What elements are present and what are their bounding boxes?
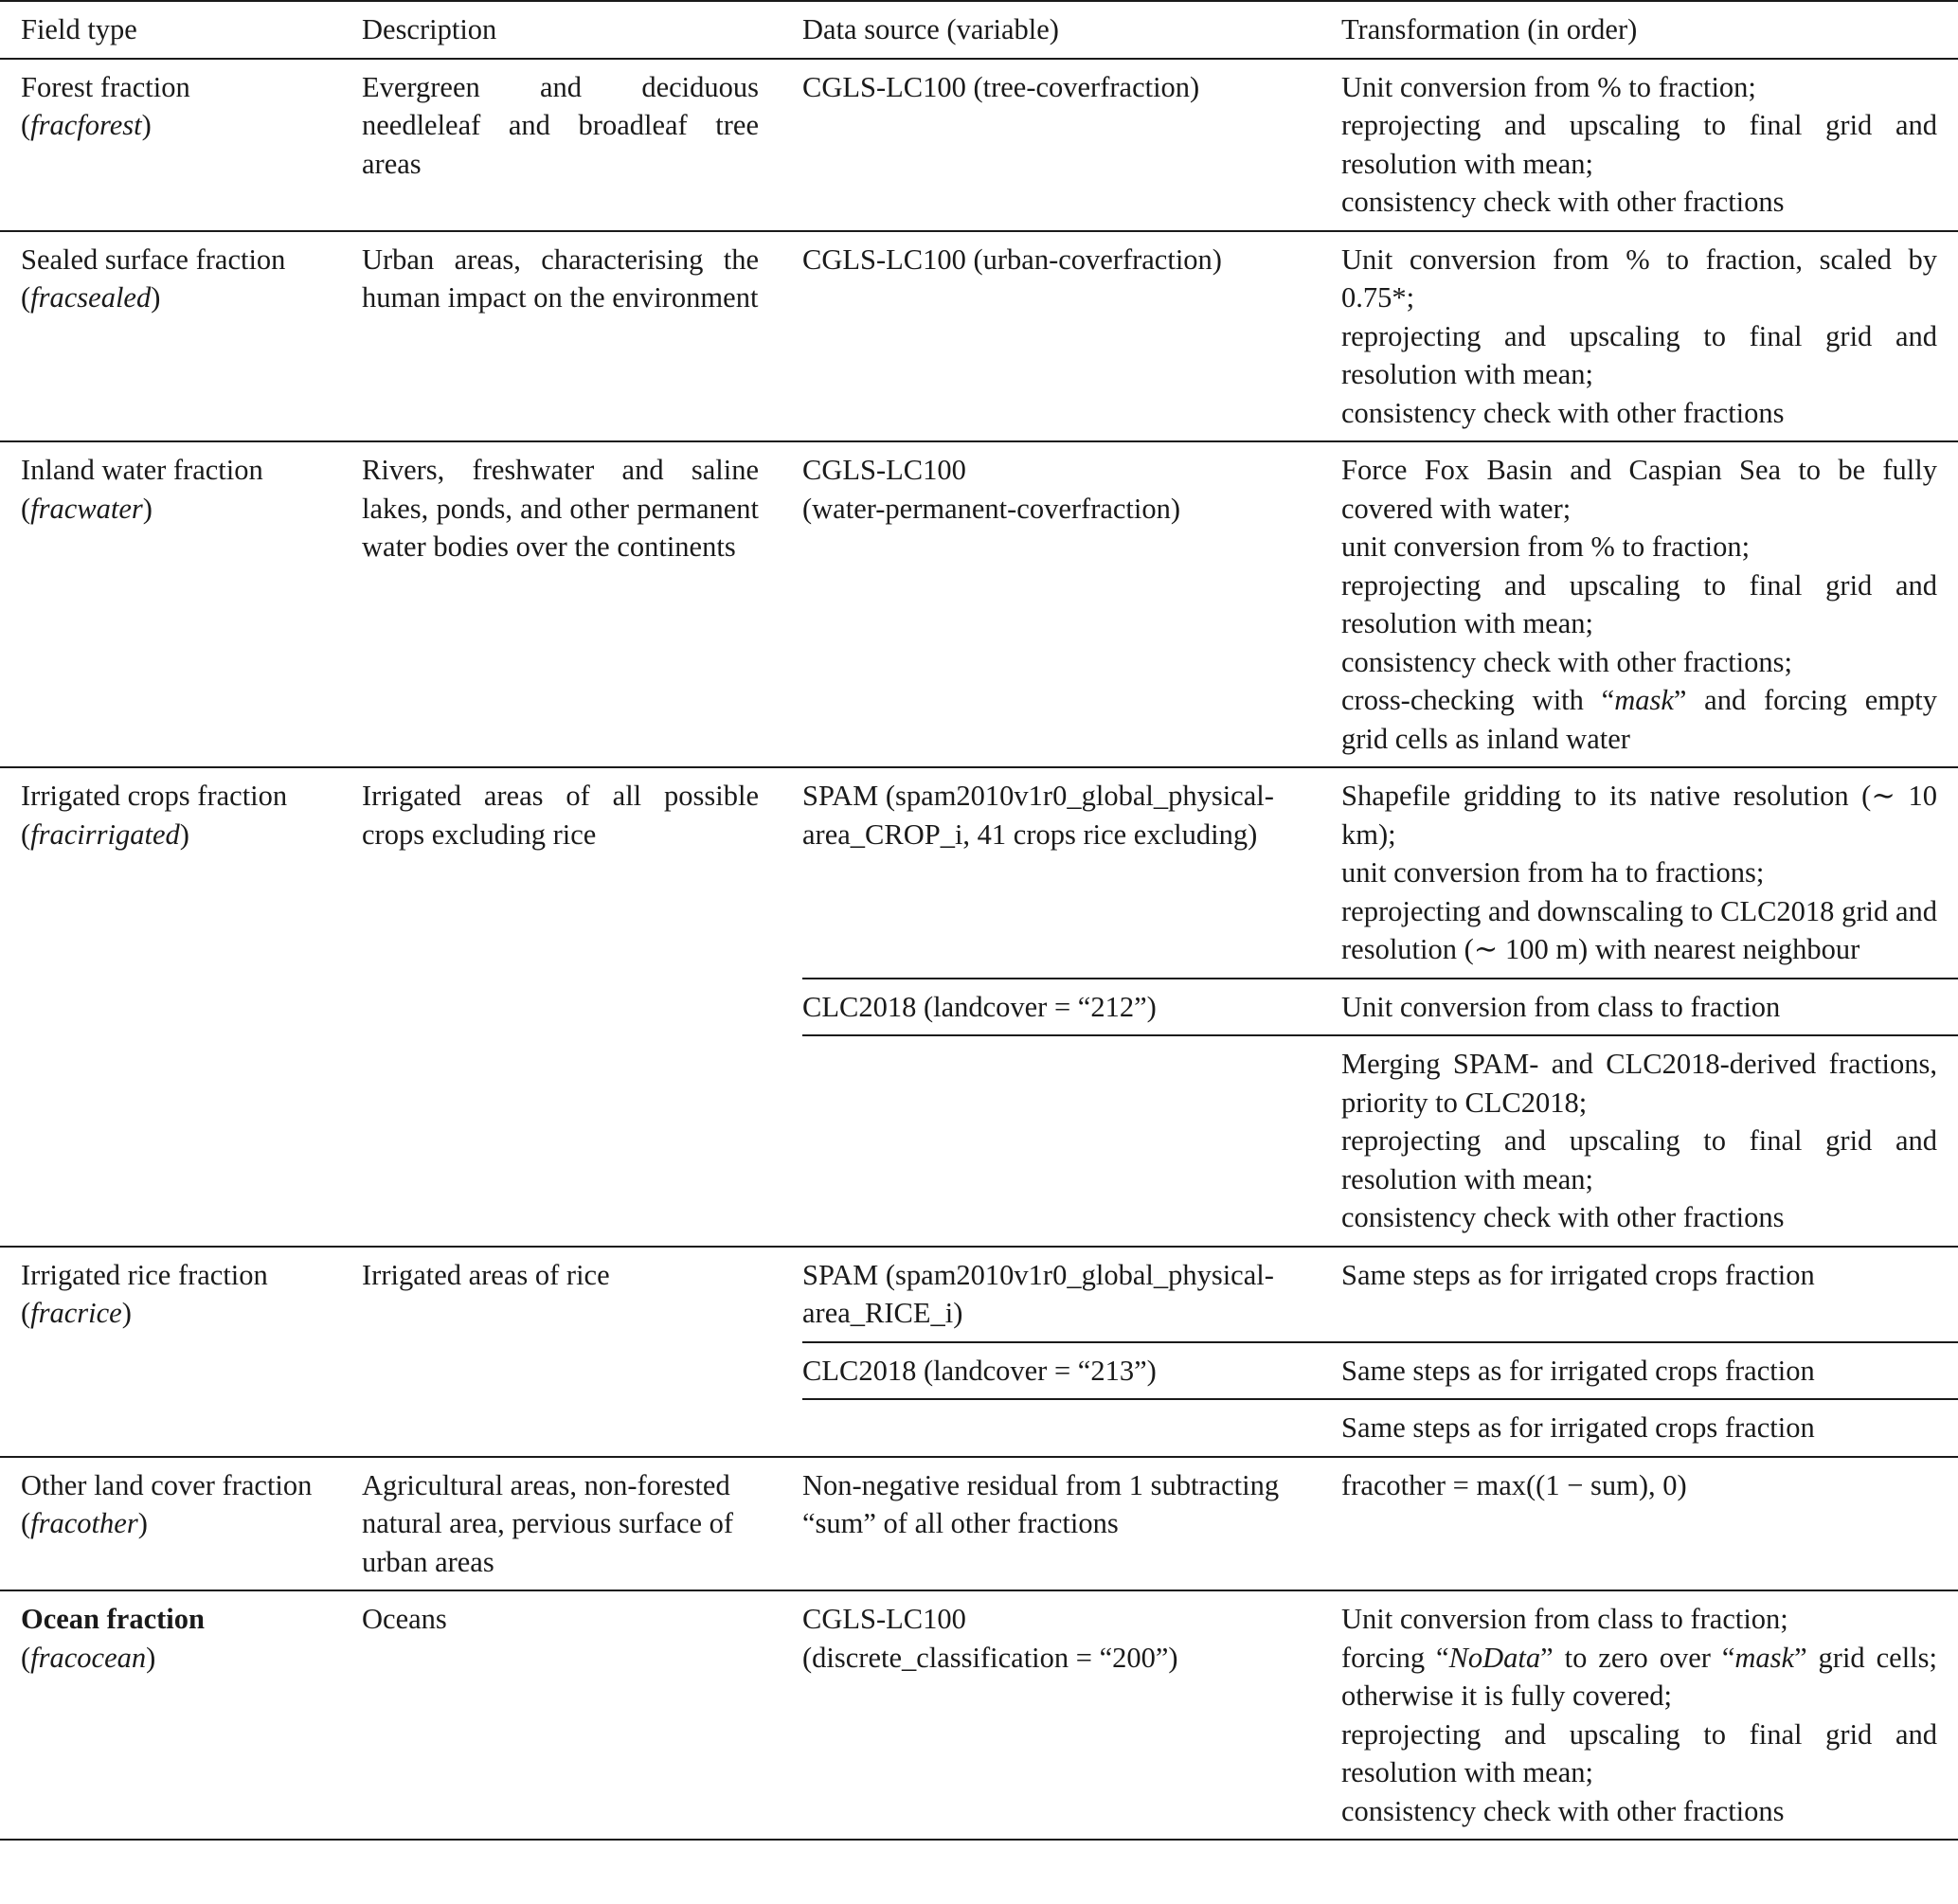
field-variable: fracirrigated <box>30 817 180 851</box>
transformation-step: cross-checking with “mask” and forcing empty grid cells as inland water <box>1341 684 1938 755</box>
transformation-cell <box>1341 59 1958 231</box>
table-row-irrigated <box>0 767 1958 979</box>
header-field-type: Field type <box>0 1 362 59</box>
table-header-row <box>0 1 1958 59</box>
data-source-cell-empty <box>802 1035 1341 1247</box>
description-cell: Oceans <box>362 1590 802 1840</box>
field-type-cell: Irrigated crops fraction (fracirrigated) <box>0 767 362 1247</box>
field-variable: fracocean <box>30 1641 147 1674</box>
table-row-other <box>0 1457 1958 1591</box>
transformation-step: reprojecting and upscaling to final grid and resolution with mean; <box>1341 319 1937 390</box>
description-cell: Urban areas, characterising the human impact on the environment <box>362 231 802 442</box>
transformation-step: Merging SPAM- and CLC2018-derived fractions, priority to CLC2018; <box>1341 1048 1937 1119</box>
transformation-cell: Unit conversion from class to fraction <box>1341 979 1958 1036</box>
field-variable: fracforest <box>30 109 142 141</box>
description-cell: Agricultural areas, non-forested natural area, pervious surface of urban areas <box>362 1457 802 1591</box>
transformation-step: consistency check with other fractions <box>1341 1201 1785 1233</box>
header-transformation: Transformation (in order) <box>1341 1 1958 59</box>
description-cell: Rivers, freshwater and saline lakes, ponds, and other permanent water bodies over the continents <box>362 441 802 767</box>
transformation-step: Unit conversion from % to fraction, scaled by 0.75*; <box>1341 242 1937 314</box>
field-type-cell: Irrigated rice fraction (fracrice) <box>0 1247 362 1457</box>
transformation-step: Force Fox Basin and Caspian Sea to be fully covered with water; <box>1341 454 1937 525</box>
transformation-step: reprojecting and upscaling to final grid and resolution with mean; <box>1341 1717 1937 1788</box>
data-source-cell-empty <box>802 1399 1341 1457</box>
data-source-cell: CGLS-LC100 (urban-coverfraction) <box>802 231 1341 442</box>
field-type-cell: Ocean fraction (fracocean) <box>0 1590 362 1840</box>
field-variable: fracrice <box>30 1297 122 1329</box>
data-source-cell: CLC2018 (landcover = “213”) <box>802 1342 1341 1400</box>
data-source-variable: (water-permanent-coverfraction) <box>802 492 1181 525</box>
transformation-step: Shapefile gridding to its native resolution (∼ 10 km); <box>1341 780 1937 851</box>
table-row-ocean <box>0 1590 1958 1840</box>
header-description: Description <box>362 1 802 59</box>
transformation-step: reprojecting and upscaling to final grid and resolution with mean; <box>1341 1124 1937 1195</box>
transformation-step: consistency check with other fractions; <box>1341 645 1792 678</box>
data-source-name: CGLS-LC100 <box>802 454 966 486</box>
description-cell: Irrigated areas of rice <box>362 1247 802 1457</box>
transformation-step: reprojecting and downscaling to CLC2018 grid and resolution (∼ 100 m) with nearest neighbour <box>1341 894 1937 965</box>
field-name: Inland water fraction <box>21 454 263 486</box>
field-type-cell: Sealed surface fraction (fracsealed) <box>0 231 362 442</box>
data-source-cell: Non-negative residual from 1 subtracting “sum” of all other fractions <box>802 1457 1341 1591</box>
field-name: Irrigated rice fraction <box>21 1258 268 1291</box>
field-type-cell: Forest fraction (fracforest) <box>0 59 362 231</box>
field-name: Sealed surface fraction <box>21 242 286 276</box>
data-source-cell: CGLS-LC100 (tree-coverfraction) <box>802 70 1200 103</box>
data-source-cell <box>802 1590 1341 1840</box>
data-source-variable: (discrete_classification = “200”) <box>802 1641 1178 1674</box>
data-source-cell: SPAM (spam2010v1r0_global_physical-area_RICE_i) <box>802 1247 1341 1342</box>
transformation-cell: Same steps as for irrigated crops fraction <box>1341 1399 1958 1457</box>
transformation-step: unit conversion from % to fraction; <box>1341 530 1751 563</box>
field-name: Forest fraction <box>21 70 190 103</box>
transformation-step: reprojecting and upscaling to final grid and resolution with mean; <box>1341 568 1937 639</box>
header-data-source: Data source (variable) <box>802 1 1341 59</box>
transformation-step: forcing “NoData” to zero over “mask” grid cells; otherwise it is fully covered; <box>1341 1641 1937 1712</box>
table-row-sealed <box>0 231 1958 442</box>
transformation-cell: Same steps as for irrigated crops fraction <box>1341 1247 1958 1342</box>
transformation-step: Unit conversion from % to fraction; <box>1341 70 1756 103</box>
transformation-step: reprojecting and upscaling to final grid and resolution with mean; <box>1341 109 1937 180</box>
field-name: Ocean fraction <box>21 1603 205 1635</box>
transformation-cell <box>1341 767 1958 979</box>
field-name: Other land cover fraction <box>21 1468 313 1501</box>
table-row-forest <box>0 59 1958 231</box>
transformation-cell <box>1341 231 1958 442</box>
data-source-cell: SPAM (spam2010v1r0_global_physical-area_CROP_i, 41 crops rice excluding) <box>802 767 1341 979</box>
table-row-water <box>0 441 1958 767</box>
field-name: Irrigated crops fraction <box>21 780 288 812</box>
transformation-cell <box>1341 1590 1958 1840</box>
table-row-rice <box>0 1247 1958 1342</box>
field-variable: fracwater <box>30 492 143 525</box>
transformation-step: Unit conversion from class to fraction; <box>1341 1603 1788 1635</box>
data-source-name: CGLS-LC100 <box>802 1603 966 1635</box>
transformation-cell <box>1341 441 1958 767</box>
transformation-step: unit conversion from ha to fractions; <box>1341 856 1765 889</box>
transformation-cell <box>1341 1035 1958 1247</box>
transformation-step: consistency check with other fractions <box>1341 1794 1785 1827</box>
field-variable: fracsealed <box>30 281 152 314</box>
field-variable: fracother <box>30 1507 138 1539</box>
field-type-cell: Other land cover fraction (fracother) <box>0 1457 362 1591</box>
data-source-cell <box>802 441 1341 767</box>
field-type-cell: Inland water fraction (fracwater) <box>0 441 362 767</box>
transformation-step: consistency check with other fractions <box>1341 396 1785 429</box>
description-cell: Irrigated areas of all possible crops excluding rice <box>362 767 802 1247</box>
transformation-step: consistency check with other fractions <box>1341 186 1785 218</box>
data-source-cell: CLC2018 (landcover = “212”) <box>802 979 1341 1036</box>
transformation-cell: fracother = max((1 − sum), 0) <box>1341 1457 1958 1591</box>
description-cell: Evergreen and deciduous needleleaf and broadleaf tree areas <box>362 70 759 180</box>
transformation-cell: Same steps as for irrigated crops fraction <box>1341 1342 1958 1400</box>
